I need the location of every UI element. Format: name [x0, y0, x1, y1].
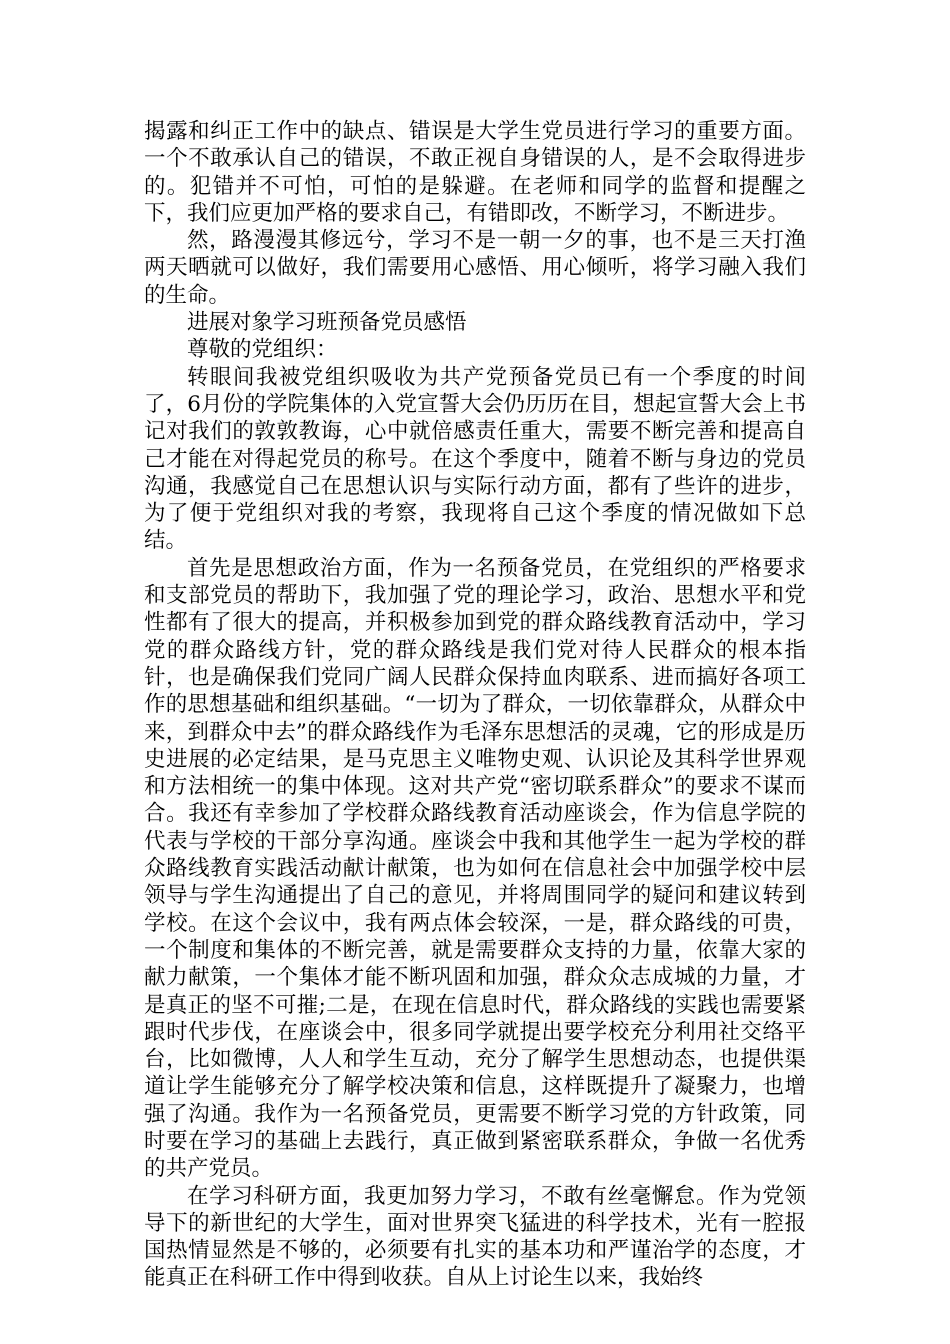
section-title: 进展对象学习班预备党员感悟: [187, 310, 467, 336]
paragraph-study: 在学习科研方面，我更加努力学习，不敢有丝毫懈怠。作为党领导下的新世纪的大学生，面对世界突飞猛进的科学技术，光有一腔报国热情显然是不够的，必须要有扎实的基本功和严谨治学的态度，才能真正在科研工作中得到收获。自从上讨论生以来，我始终: [144, 1183, 806, 1291]
document-page: [144, 118, 806, 1292]
paragraph-intro: 转眼间我被党组织吸收为共产党预备党员已有一个季度的时间了，6月份的学院集体的入党宣誓大会仍历历在目，想起宣誓大会上书记对我们的敦敦教诲，心中就倍感责任重大，需要不断完善和提高自己才能在对得起党员的称号。在这个季度中，随着不断与身边的党员沟通，我感觉自己在思想认识与实际行动方面，都有了些许的进步，为了便于党组织对我的考察，我现将自己这个季度的情况做如下总结。: [144, 364, 806, 554]
paragraph-1: 揭露和纠正工作中的缺点、错误是大学生党员进行学习的重要方面。一个不敢承认自己的错误，不敢正视自身错误的人，是不会取得进步的。犯错并不可怕，可怕的是躲避。在老师和同学的监督和提醒之下，我们应更加严格的要求自己，有错即改，不断学习，不断进步。: [144, 119, 806, 226]
salutation: 尊敬的党组织：: [187, 337, 338, 363]
paragraph-2: 然，路漫漫其修远兮，学习不是一朝一夕的事，也不是三天打渔两天晒就可以做好，我们需要用心感悟、用心倾听，将学习融入我们的生命。: [144, 228, 806, 308]
paragraph-political: 首先是思想政治方面，作为一名预备党员，在党组织的严格要求和支部党员的帮助下，我加强了党的理论学习，政治、思想水平和党性都有了很大的提高，并积极参加到党的群众路线教育活动中，学习党的群众路线方针，党的群众路线是我们党对待人民群众的根本指针，也是确保我们党同广阔人民群众保持血肉联系、进而搞好各项工作的思想基础和组织基础。“一切为了群众，一切依靠群众，从群众中来，到群众中去”的群众路线作为毛泽东思想活的灵魂，它的形成是历史进展的必定结果，是马克思主义唯物史观、认识论及其科学世界观和方法相统一的集中体现。这对共产党“密切联系群众”的要求不谋而合。我还有幸参加了学校群众路线教育活动座谈会，作为信息学院的代表与学校的干部分享沟通。座谈会中我和其他学生一起为学校的群众路线教育实践活动献计献策，也为如何在信息社会中加强学校中层领导与学生沟通提出了自己的意见，并将周围同学的疑问和建议转到学校。在这个会议中，我有两点体会较深，一是，群众路线的可贵，一个制度和集体的不断完善，就是需要群众支持的力量，依靠大家的献力献策，一个集体才能不断巩固和加强，群众众志成城的力量，才是真正的坚不可摧;二是，在现在信息时代，群众路线的实践也需要紧跟时代步伐，在座谈会中，很多同学就提出要学校充分利用社交络平台，比如微博，人人和学生互动，充分了解学生思想动态，也提供渠道让学生能够充分了解学校决策和信息，这样既提升了凝聚力，也增强了沟通。我作为一名预备党员，更需要不断学习党的方针政策，同时要在学习的基础上去践行，真正做到紧密联系群众，争做一名优秀的共产党员。: [144, 555, 806, 1182]
